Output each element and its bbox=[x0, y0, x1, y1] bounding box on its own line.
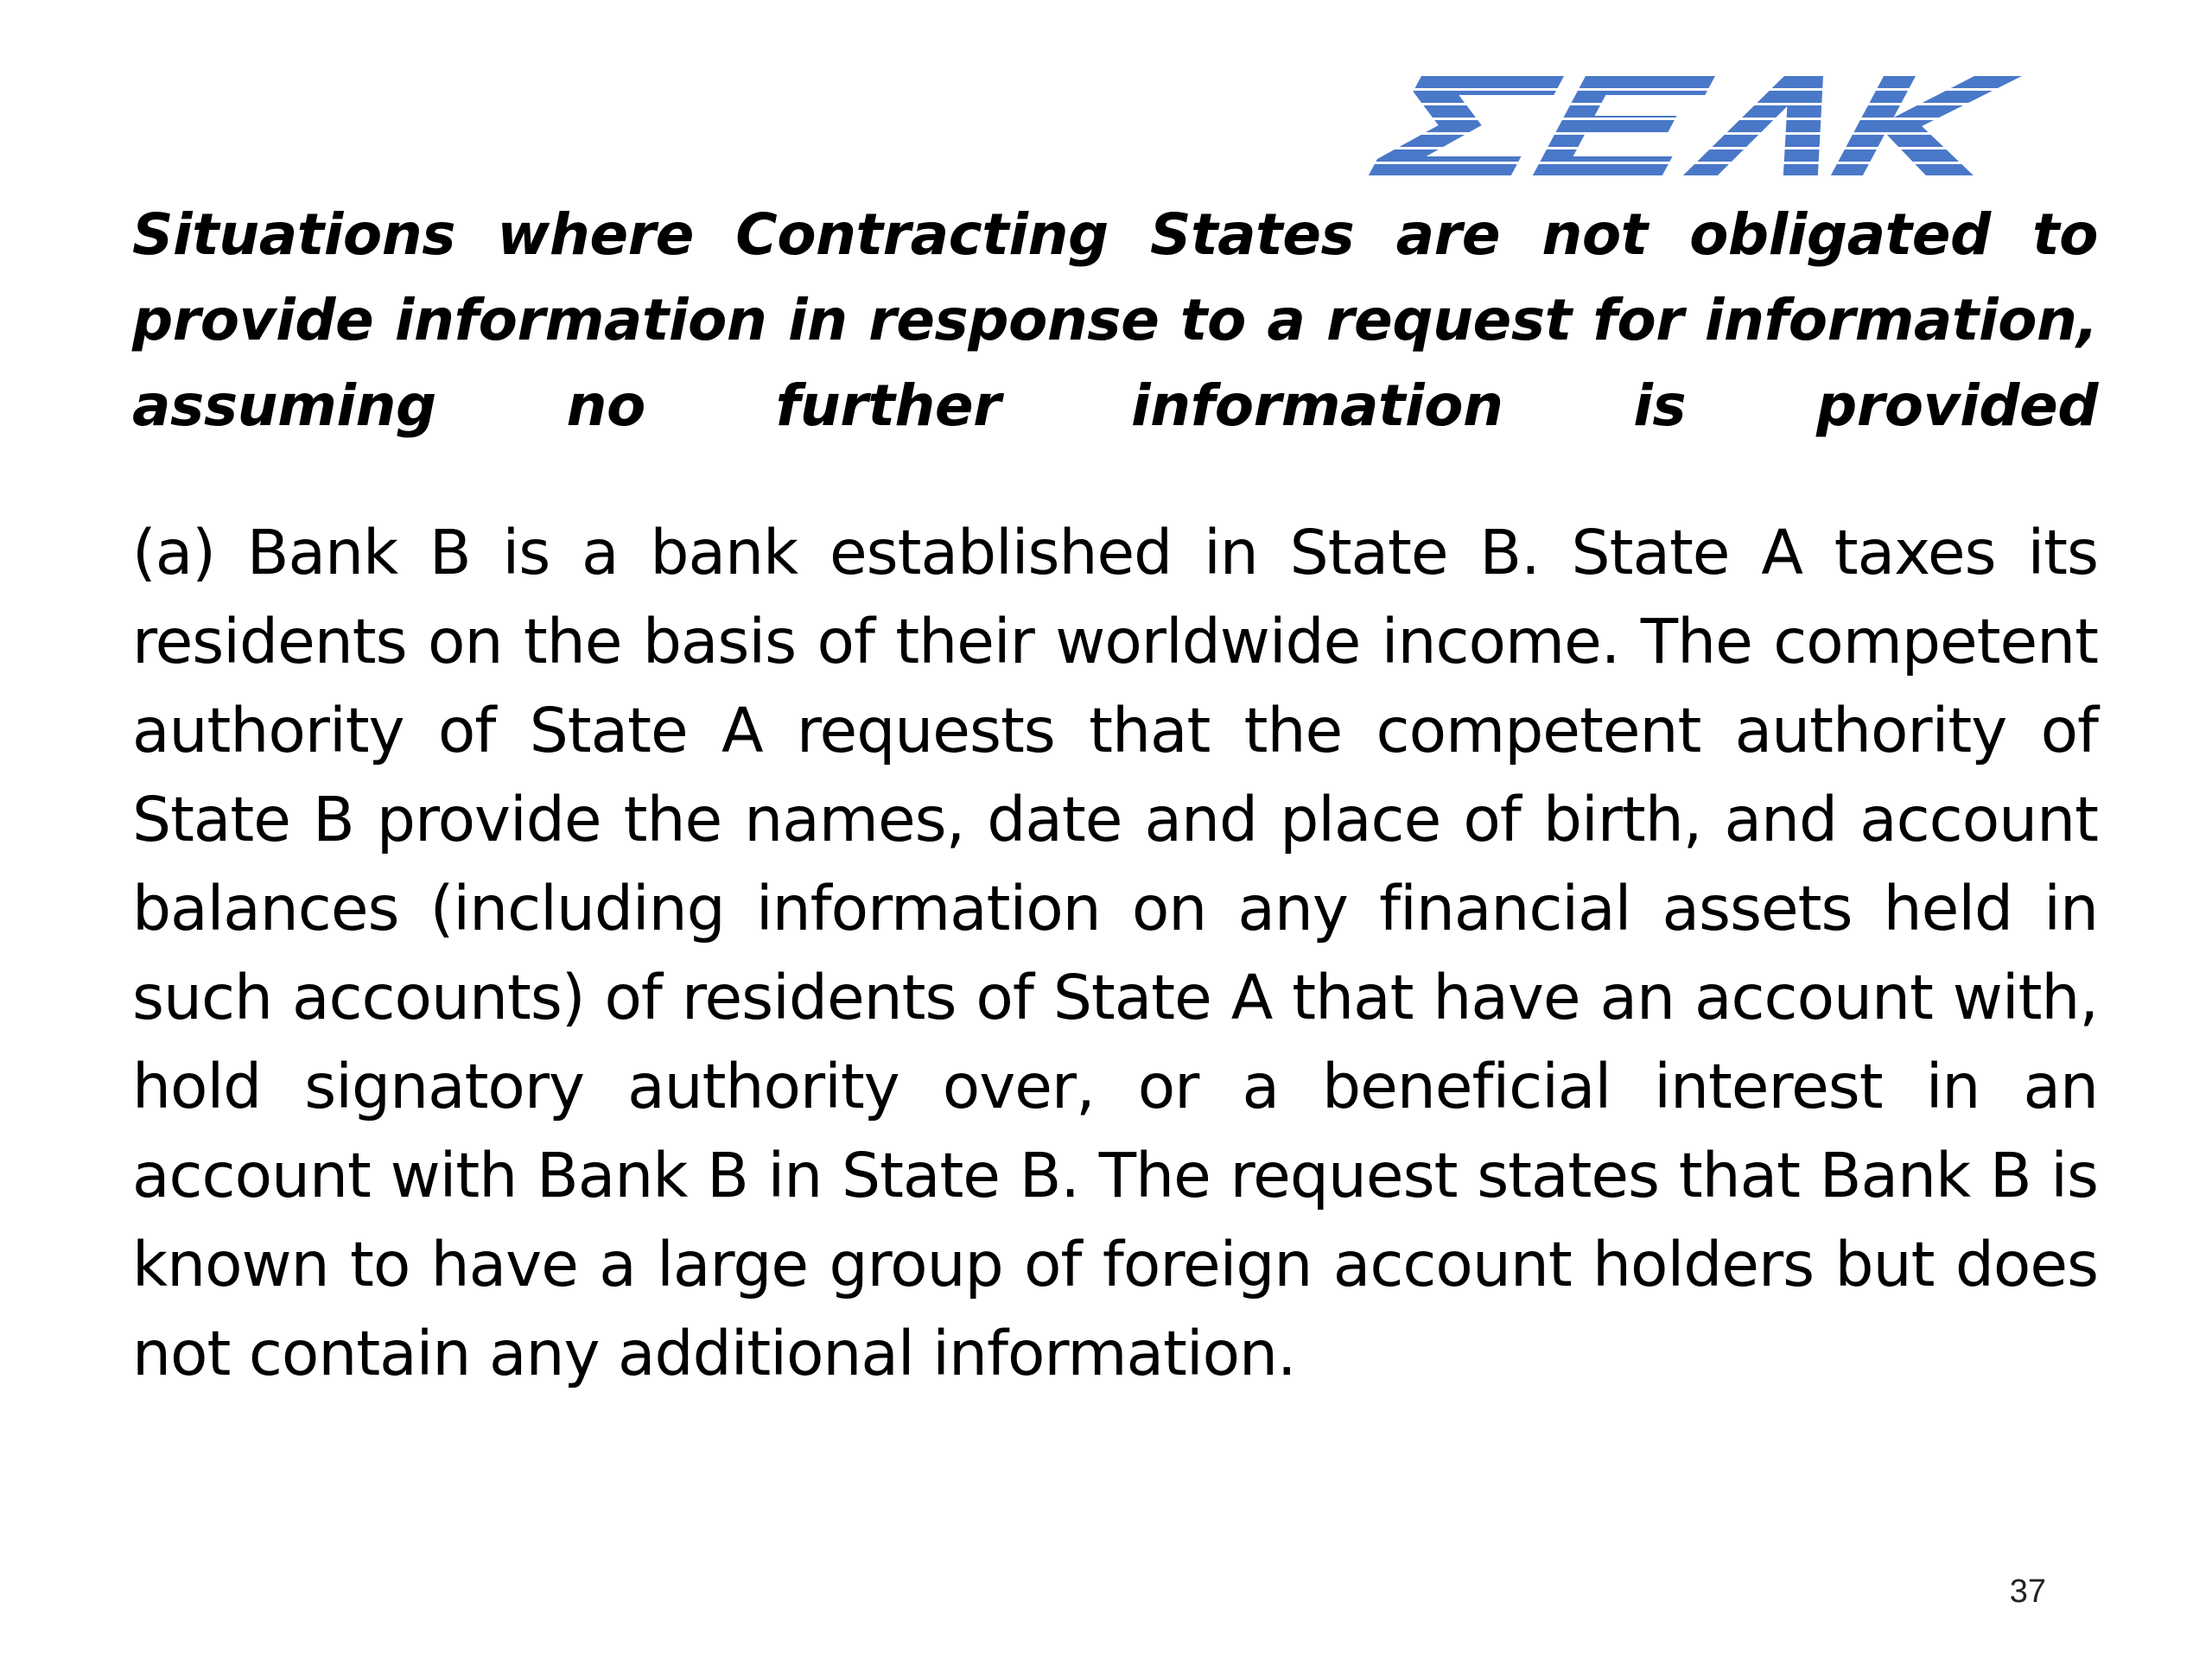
company-logo bbox=[1335, 76, 2026, 175]
slide-heading: Situations where Contracting States are not obligated to provide information in response to a request for information, assuming no further information is provided bbox=[132, 201, 2098, 439]
slide-body-text: (a) Bank B is a bank established in State B. State A taxes its residents on the basis of their worldwide income. The competent authority of State A requests that the competent authority of State B provide the names, date and place of birth, and account balances (including information on any financial assets held in such accounts) of residents of State A that have an account with, hold signatory authority over, or a beneficial interest in an account with Bank B in State B. The request states that Bank B is known to have a large group of foreign account holders but does not contain any additional information. bbox=[132, 517, 2098, 1389]
page-number: 37 bbox=[2009, 1573, 2046, 1610]
logo-graphic-icon bbox=[1335, 76, 2026, 175]
